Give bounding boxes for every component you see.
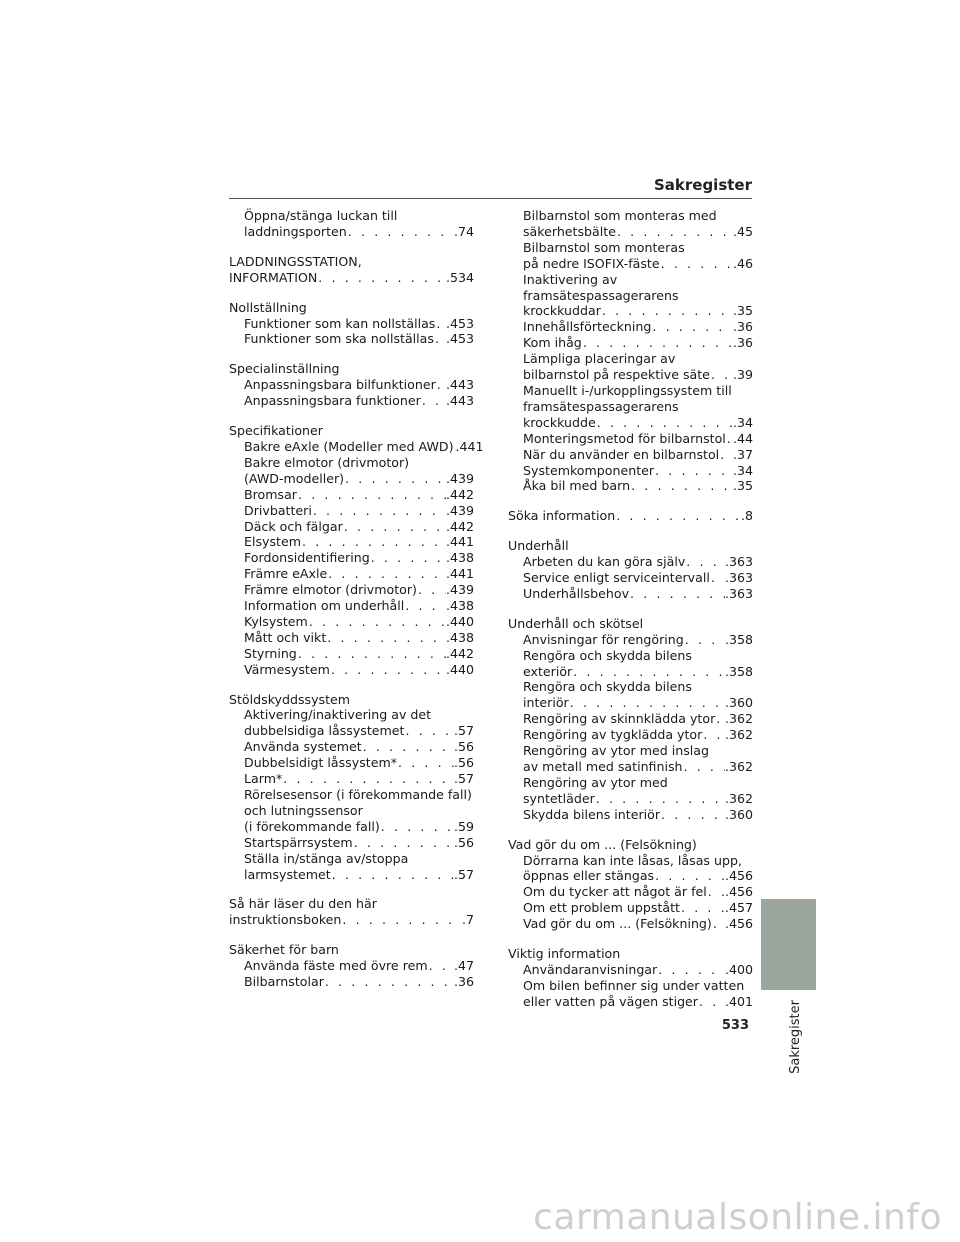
index-page-ref: .438 (445, 598, 474, 614)
index-entry-text: Dubbelsidigt låssystem* (244, 755, 398, 771)
index-entry-text: Bromsar (244, 486, 297, 502)
watermark: carmanualsonline.info (533, 1197, 942, 1238)
index-entry (508, 807, 753, 823)
index-entry-text: Använda fäste med övre rem (244, 958, 428, 974)
dot-leader (326, 630, 446, 646)
header-title: Sakregister (653, 176, 752, 194)
index-page-ref: .57 (453, 771, 474, 787)
dot-leader (344, 471, 446, 487)
dot-leader (380, 819, 454, 835)
index-page-ref: .44 (732, 430, 753, 446)
page-number: 533 (721, 1018, 749, 1033)
index-page-ref: .35 (732, 478, 753, 494)
index-entry-text: Larm* (244, 771, 283, 787)
index-entry (508, 791, 753, 807)
dot-leader (297, 646, 446, 662)
index-subline: Rengöra och skydda bilens (523, 679, 692, 695)
index-page-ref: .456 (724, 916, 753, 932)
index-page-ref: .36 (732, 335, 753, 351)
index-page-ref: .456 (724, 884, 753, 900)
index-subline: Rörelsesensor (i förekommande fall) (244, 787, 472, 802)
index-page-ref: .57 (453, 723, 474, 739)
index-entry-text: syntetläder (523, 790, 595, 806)
index-entry-text: Monteringsmetod för bilbarnstol (523, 430, 726, 446)
index-entry-text: Om ett problem uppstått (523, 900, 680, 916)
index-page-ref: .400 (724, 961, 753, 977)
index-entry (229, 867, 474, 883)
index-entry (229, 224, 474, 240)
side-tab (761, 899, 816, 990)
index-entry (229, 503, 474, 519)
index-entry-text: Anpassningsbara bilfunktioner (244, 377, 436, 393)
section-gap (508, 494, 753, 508)
index-page-ref: .441 (445, 566, 474, 582)
dot-leader (569, 695, 725, 711)
index-page-ref: .358 (724, 631, 753, 647)
index-entry-text: Styrning (244, 645, 297, 661)
index-heading: Specifikationer (229, 423, 323, 439)
index-entry (508, 478, 753, 494)
dot-leader (660, 256, 733, 272)
index-page-ref: .362 (724, 759, 753, 774)
index-entry (508, 884, 753, 900)
index-heading: Vad gör du om ... (Felsökning) (508, 836, 697, 852)
index-heading: Nollställning (229, 299, 307, 315)
index-page-ref: .39 (732, 367, 753, 383)
index-subline: Bilbarnstol som monteras med (523, 208, 717, 223)
index-entry (229, 835, 474, 851)
index-entry-text: Skydda bilens interiör (523, 806, 661, 822)
index-column-right (508, 208, 753, 1010)
index-entry-text: larmsystemet (244, 866, 331, 882)
index-entry (508, 256, 753, 272)
index-entry-text: Funktioner som ska nollställas (244, 331, 434, 347)
index-entry-text: Söka information (508, 508, 616, 524)
dot-leader (370, 550, 446, 566)
dot-leader (330, 662, 446, 678)
index-entry (508, 962, 753, 978)
index-entry (508, 447, 753, 463)
index-page-ref: .441 (455, 438, 484, 454)
header-rule (229, 198, 752, 199)
section-gap (229, 240, 474, 254)
dot-leader (436, 377, 446, 393)
index-entry (229, 614, 474, 630)
section-gap (508, 932, 753, 946)
index-page-ref: .443 (445, 377, 474, 393)
index-entry (508, 335, 753, 351)
index-entry-text: Service enligt serviceintervall (523, 570, 710, 586)
index-heading: Underhåll (508, 538, 569, 554)
index-page-ref: .36 (453, 974, 474, 990)
dot-leader (417, 582, 446, 598)
section-gap (508, 524, 753, 538)
index-subline: Bilbarnstol som monteras (523, 239, 685, 255)
dot-leader (397, 755, 454, 771)
dot-leader (421, 393, 446, 409)
index-entry (229, 519, 474, 535)
dot-leader (601, 303, 733, 319)
dot-leader (654, 868, 725, 884)
index-entry (508, 711, 753, 727)
index-column-left (229, 208, 484, 990)
index-entry-text: eller vatten på vägen stiger (523, 993, 698, 1009)
dot-leader (698, 994, 725, 1010)
index-entry-text: interiör (523, 695, 569, 711)
dot-leader (347, 224, 454, 240)
dot-leader (353, 835, 454, 851)
index-page-ref: .401 (724, 993, 753, 1009)
index-heading: Viktig information (508, 946, 621, 962)
index-entry-text: bilbarnstol på respektive säte (523, 367, 710, 383)
index-entry (508, 554, 753, 570)
dot-leader (404, 598, 446, 614)
index-entry (229, 819, 474, 835)
index-entry-text: laddningsporten (244, 223, 347, 239)
index-entry-text: Startspärrsystem (244, 834, 353, 850)
index-entry (229, 438, 484, 455)
index-entry-text: När du använder en bilbarnstol (523, 446, 720, 462)
index-entry (508, 900, 753, 916)
section-gap (508, 823, 753, 837)
index-page-ref: .45 (732, 223, 753, 239)
dot-leader (630, 478, 733, 494)
index-page-ref: .56 (453, 755, 474, 771)
index-heading: Underhåll och skötsel (508, 615, 644, 631)
dot-leader (434, 331, 446, 347)
dot-leader (615, 508, 741, 524)
index-entry-text: Anpassningsbara funktioner (244, 393, 421, 409)
index-entry-text: Användaranvisningar (523, 961, 658, 977)
index-entry-text: Främre eAxle (244, 566, 328, 582)
index-entry (508, 431, 753, 447)
index-entry-text: Främre elmotor (drivmotor) (244, 582, 417, 598)
index-page-ref: .442 (445, 518, 474, 534)
index-entry (229, 471, 474, 487)
index-page-ref: .439 (445, 470, 474, 486)
index-entry (508, 508, 753, 524)
dot-leader (726, 431, 733, 447)
index-entry (508, 695, 753, 711)
index-page-ref: .442 (445, 645, 474, 661)
dot-leader (435, 316, 446, 332)
index-page-ref: .47 (453, 958, 474, 974)
index-subline: och lutningssensor (244, 802, 363, 818)
index-page-ref: .57 (453, 866, 474, 882)
dot-leader (582, 335, 733, 351)
index-entry-text: Information om underhåll (244, 598, 405, 614)
index-page-ref: .441 (445, 534, 474, 550)
index-entry (229, 630, 474, 646)
index-entry-text: av metall med satinfinish (523, 759, 683, 774)
index-page-ref: .440 (445, 613, 474, 629)
index-page-ref: .363 (724, 570, 753, 586)
index-page-ref: .442 (445, 486, 474, 502)
side-tab-label: Sakregister (788, 1000, 803, 1074)
index-entry-text: Om du tycker att något är fel (523, 884, 707, 900)
index-page-ref: .439 (445, 502, 474, 518)
dot-leader (707, 884, 725, 900)
index-entry (508, 664, 753, 680)
index-entry (229, 582, 474, 598)
index-heading: LADDNINGSSTATION, (229, 253, 362, 269)
index-entry (229, 316, 474, 332)
dot-leader (657, 962, 725, 978)
index-entry (229, 487, 474, 503)
index-entry (508, 224, 753, 240)
index-entry-text: säkerhetsbälte (523, 223, 616, 239)
index-entry (508, 727, 753, 743)
index-entry (508, 994, 753, 1010)
index-entry-text: dubbelsidiga låssystemet (244, 723, 405, 739)
index-entry-text: krockkudde (523, 414, 596, 430)
index-entry-text: Rengöring av tygklädda ytor (523, 727, 703, 743)
index-subline: Om bilen befinner sig under vatten (523, 977, 745, 993)
index-subline: Rengöra och skydda bilens (523, 647, 692, 663)
index-subline: Bakre elmotor (drivmotor) (244, 454, 410, 470)
index-page-ref: .363 (724, 554, 753, 570)
dot-leader (297, 487, 446, 503)
index-entry-text: Arbeten du kan göra själv (523, 554, 686, 570)
index-entry-text: Mått och vikt (244, 629, 327, 645)
index-entry (508, 759, 753, 775)
dot-leader (680, 900, 725, 916)
index-entry-text: (i förekommande fall) (244, 818, 380, 834)
dot-leader (616, 224, 733, 240)
index-entry-text: Rengöring av skinnklädda ytor (523, 711, 716, 727)
dot-leader (651, 319, 733, 335)
dot-leader (715, 711, 725, 727)
index-entry-text: krockkuddar (523, 303, 601, 319)
index-entry (229, 662, 474, 678)
index-entry-text: Fordonsidentifiering (244, 550, 370, 566)
index-entry (508, 868, 753, 884)
index-entry-text: exteriör (523, 663, 573, 679)
dot-leader (343, 519, 446, 535)
index-entry (508, 319, 753, 335)
index-entry (229, 723, 474, 739)
dot-leader (712, 916, 725, 932)
index-heading: Specialinställning (229, 361, 340, 377)
section-gap (229, 678, 474, 692)
index-page-ref: .453 (445, 315, 474, 331)
index-heading: Säkerhet för barn (229, 942, 339, 958)
index-subline: framsätespassagerarens (523, 398, 679, 414)
index-entry-text: instruktionsboken (229, 912, 342, 928)
index-entry (229, 393, 474, 409)
index-page-ref: .363 (724, 585, 753, 601)
index-entry (229, 755, 474, 771)
dot-leader (595, 791, 725, 807)
index-entry (229, 771, 474, 787)
index-entry-text: Innehållsförteckning (523, 319, 652, 335)
index-subline: Aktivering/inaktivering av det (244, 707, 432, 723)
index-page-ref: .440 (445, 661, 474, 677)
dot-leader (654, 463, 733, 479)
index-page-ref: .34 (732, 414, 753, 430)
index-entry (508, 586, 753, 602)
index-entry (229, 331, 474, 347)
index-entry-text: Underhållsbehov (523, 585, 630, 601)
dot-leader (312, 503, 446, 519)
index-entry (229, 958, 474, 974)
index-page-ref: .362 (724, 790, 753, 806)
index-entry (508, 632, 753, 648)
index-entry (229, 270, 474, 286)
dot-leader (308, 614, 446, 630)
index-entry (229, 566, 474, 582)
section-gap (229, 882, 474, 896)
index-page-ref: .34 (732, 462, 753, 478)
index-page-ref: .360 (724, 695, 753, 711)
index-page-ref: .59 (453, 818, 474, 834)
index-entry (229, 598, 474, 614)
index-page-ref: .56 (453, 739, 474, 755)
index-entry-text: Systemkomponenter (523, 462, 655, 478)
index-page-ref: .358 (724, 663, 753, 679)
dot-leader (629, 586, 725, 602)
index-entry-text: Värmesystem (244, 661, 330, 677)
dot-leader (327, 566, 446, 582)
dot-leader (282, 771, 454, 787)
index-subline: Inaktivering av (523, 271, 618, 287)
index-page-ref: .7 (461, 912, 474, 928)
index-entry (229, 646, 474, 662)
dot-leader (331, 867, 454, 883)
index-entry (229, 912, 474, 928)
index-page-ref: .360 (724, 806, 753, 822)
index-page-ref: .8 (740, 508, 753, 524)
index-entry (229, 974, 474, 990)
index-entry (229, 550, 474, 566)
index-entry (229, 377, 474, 393)
index-subline: Rengöring av ytor med inslag (523, 743, 709, 759)
index-page-ref: .36 (732, 319, 753, 335)
index-page-ref: .74 (453, 223, 474, 239)
index-page-ref: .439 (445, 582, 474, 598)
index-page-ref: .453 (445, 331, 474, 347)
index-entry (229, 534, 474, 550)
index-subline: Lämpliga placeringar av (523, 351, 676, 367)
index-entry-text: Elsystem (244, 534, 301, 550)
dot-leader (683, 759, 725, 775)
index-page-ref: .37 (732, 446, 753, 462)
index-entry (508, 303, 753, 319)
index-page-ref: .438 (445, 550, 474, 566)
index-page-ref: .56 (453, 834, 474, 850)
dot-leader (710, 570, 725, 586)
dot-leader (362, 739, 454, 755)
index-entry-text: öppnas eller stängas (523, 868, 655, 884)
index-page-ref: .362 (724, 727, 753, 743)
index-entry (508, 916, 753, 932)
index-page-ref: .457 (724, 900, 753, 916)
index-page-ref: .46 (732, 255, 753, 271)
section-gap (229, 286, 474, 300)
index-subline: Rengöring av ytor med (523, 774, 668, 790)
index-entry-text: Bakre eAxle (Modeller med AWD) (244, 438, 454, 454)
dot-leader (572, 664, 725, 680)
dot-leader (660, 807, 725, 823)
index-page-ref: .35 (732, 303, 753, 319)
index-entry-text: Anvisningar för rengöring (523, 631, 684, 647)
index-entry (508, 463, 753, 479)
dot-leader (719, 447, 733, 463)
index-entry-text: Kylsystem (244, 613, 308, 629)
dot-leader (324, 974, 454, 990)
index-subline: Ställa in/stänga av/stoppa (244, 850, 409, 866)
index-page-ref: .456 (724, 868, 753, 884)
index-entry (508, 570, 753, 586)
index-entry-text: Däck och fälgar (244, 518, 343, 534)
section-gap (229, 928, 474, 942)
dot-leader (301, 534, 446, 550)
index-entry-text: på nedre ISOFIX-fäste (523, 255, 660, 271)
index-entry-text: Använda systemet (244, 739, 362, 755)
index-heading: Stöldskyddssystem (229, 691, 351, 707)
index-entry-text: Kom ihåg (523, 335, 582, 351)
dot-leader (317, 270, 446, 286)
dot-leader (428, 958, 454, 974)
dot-leader (684, 632, 725, 648)
index-subline: framsätespassagerarens (523, 287, 679, 303)
index-entry-text: (AWD-modeller) (244, 470, 345, 486)
index-subline: Öppna/stänga luckan till (244, 208, 398, 223)
dot-leader (596, 415, 733, 431)
index-entry-text: INFORMATION (229, 269, 318, 285)
index-page-ref: .443 (445, 393, 474, 409)
index-entry (508, 367, 753, 383)
dot-leader (702, 727, 725, 743)
index-page-ref: .534 (445, 269, 474, 285)
index-page-ref: .362 (724, 711, 753, 727)
index-page-ref: .438 (445, 629, 474, 645)
index-entry-text: Drivbatteri (244, 502, 312, 518)
index-subline: Dörrarna kan inte låsas, låsas upp, (523, 852, 742, 868)
dot-leader (710, 367, 733, 383)
index-entry (229, 739, 474, 755)
index-heading: Så här läser du den här (229, 896, 377, 912)
dot-leader (685, 554, 725, 570)
dot-leader (404, 723, 453, 739)
dot-leader (341, 912, 462, 928)
section-gap (229, 347, 474, 361)
index-entry (508, 415, 753, 431)
index-entry-text: Åka bil med barn (523, 478, 631, 494)
index-entry-text: Funktioner som kan nollställas (244, 315, 436, 331)
index-entry-text: Bilbarnstolar (244, 974, 324, 990)
index-entry-text: Vad gör du om ... (Felsökning) (523, 916, 712, 932)
section-gap (508, 602, 753, 616)
index-subline: Manuellt i-/urkopplingssystem till (523, 382, 732, 398)
section-gap (229, 409, 474, 423)
